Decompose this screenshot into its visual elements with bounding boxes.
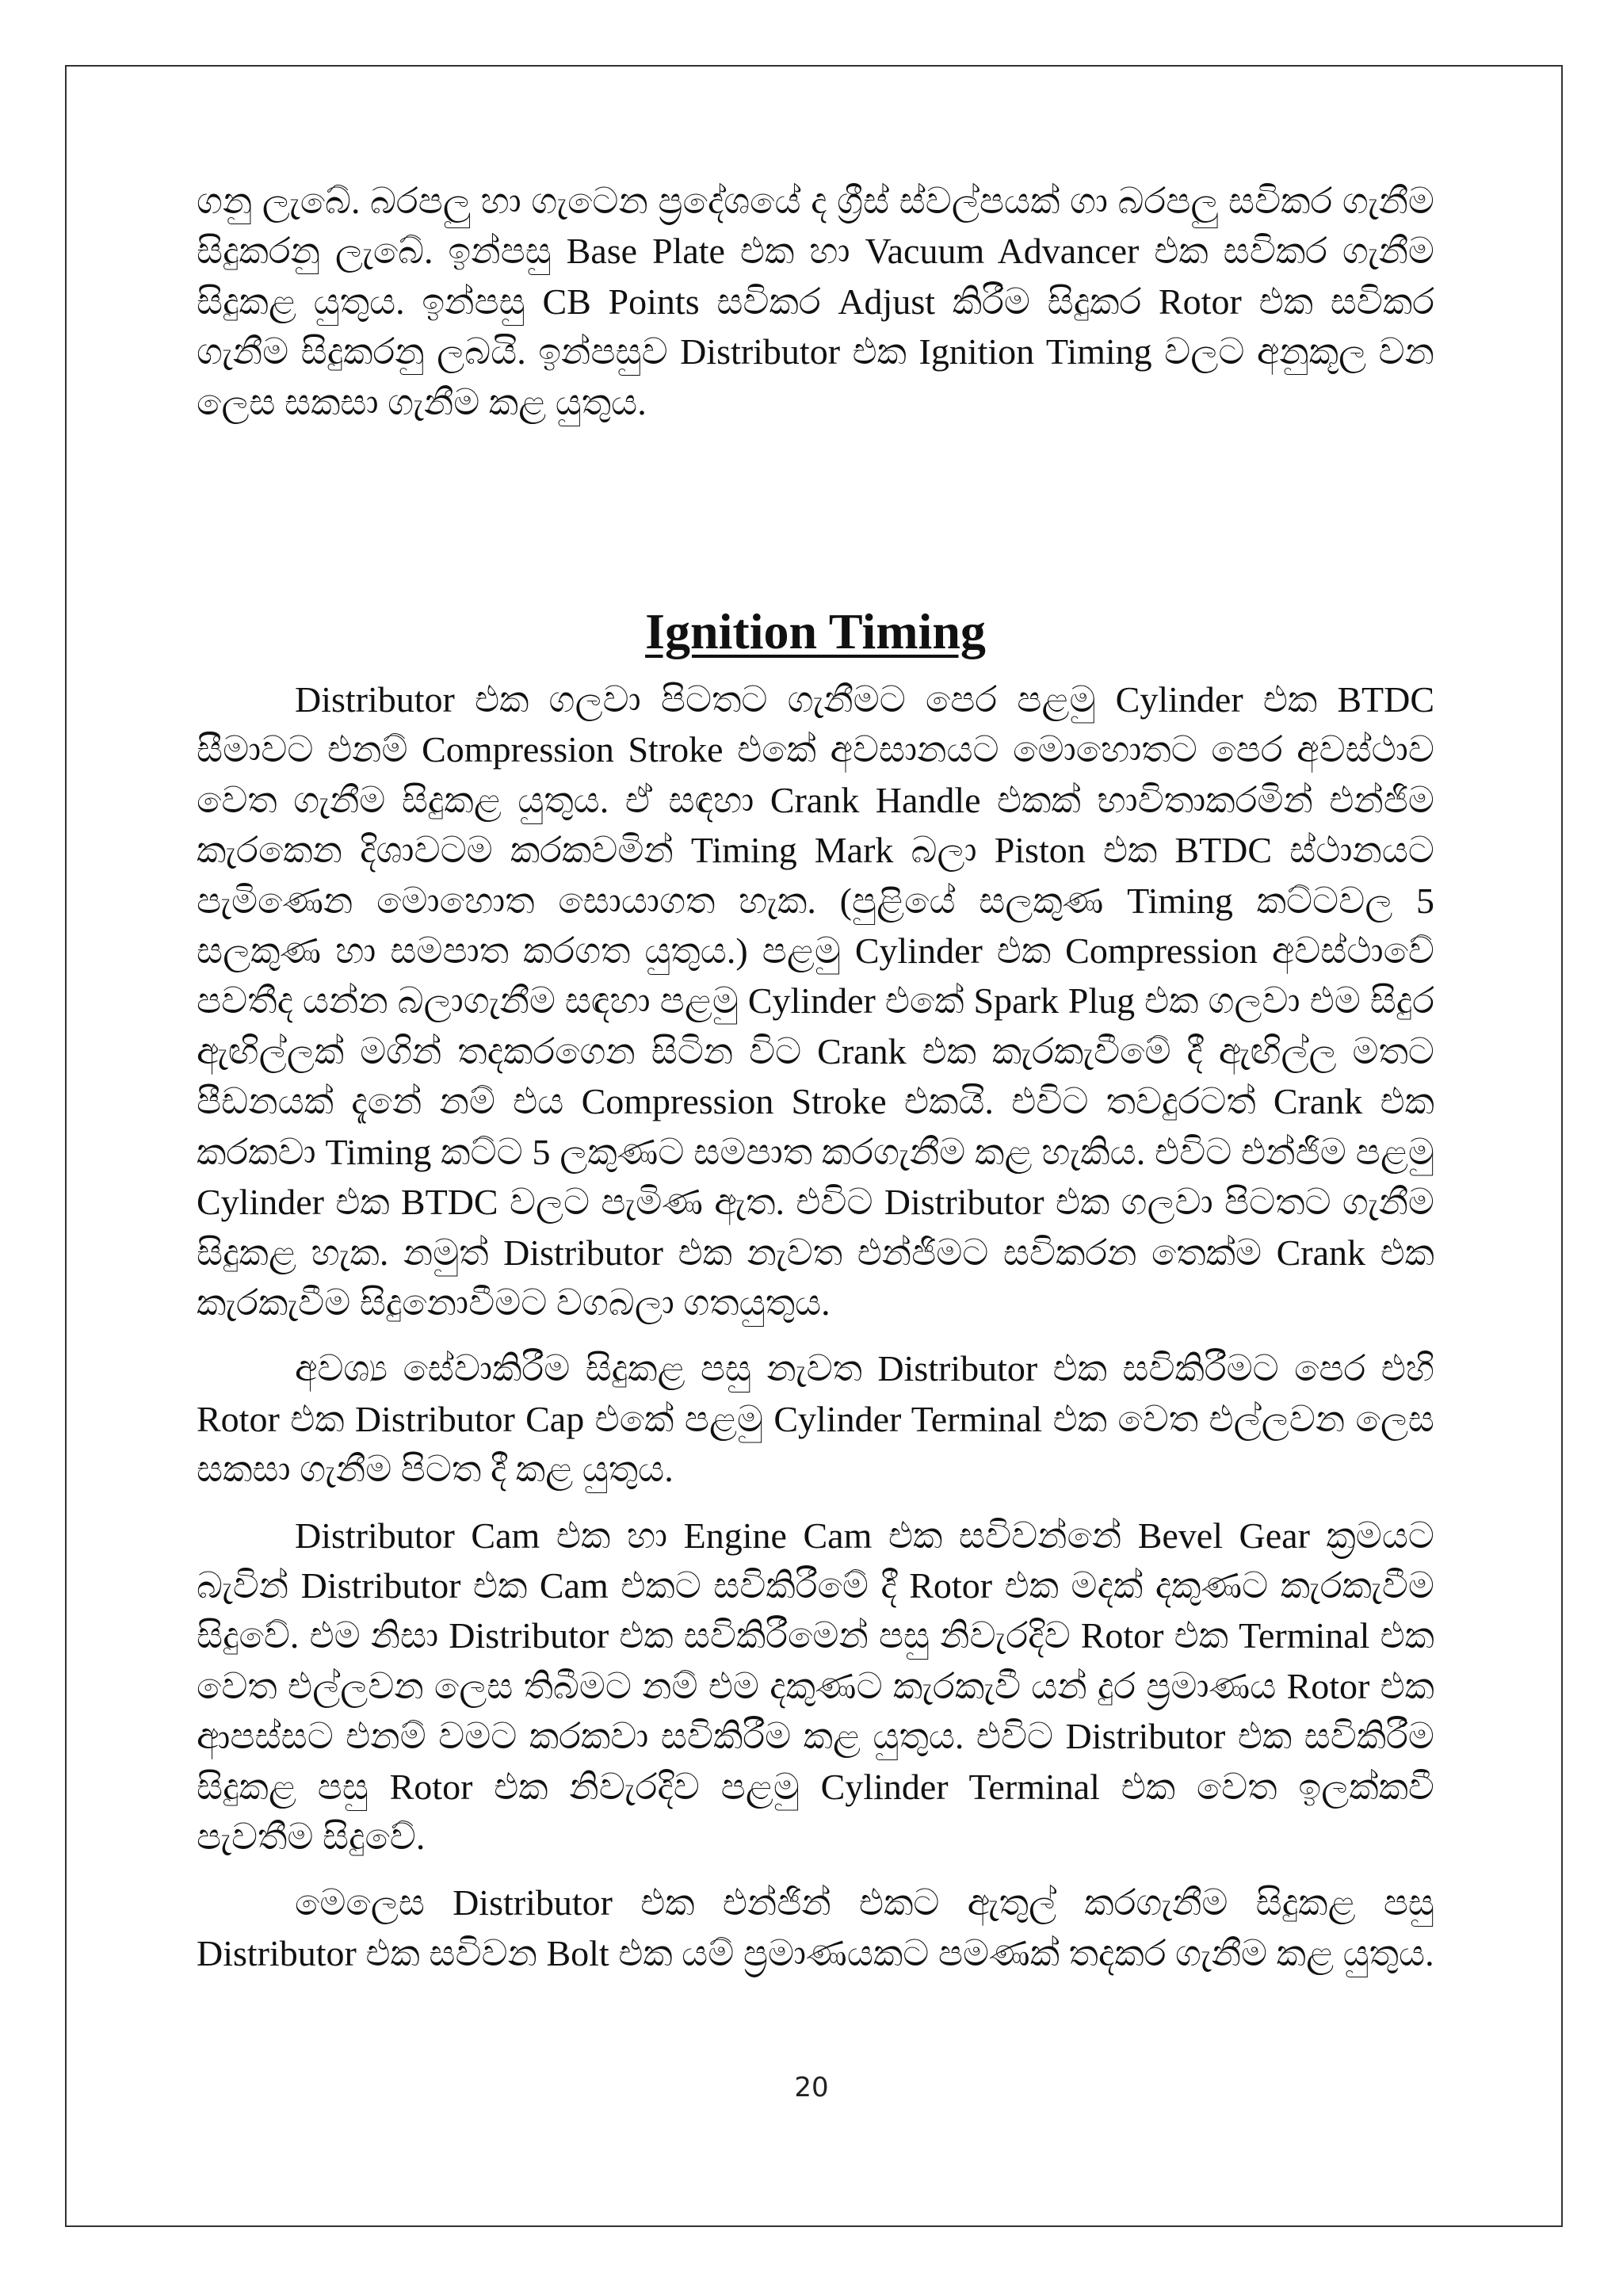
heading-spacer (197, 663, 1434, 674)
body-paragraph-1: Distributor එක ගලවා පිටතට ගැනීමට පෙර පළමු Cylinder එක BTDC සීමාවට එනම් Compression Stroke එකේ අවසානයට මොහොතට පෙර අවස්ථාව වෙත ගැනීම සිදුකළ යුතුය. ඒ සඳහා Crank Handle එකක් භාවිතාකරමින් එන්ජිම කැරකෙන දිශාවටම කරකවමින් Timing Mark බලා Piston එක BTDC ස්ථානයට පැමිණෙන මොහොත සොයාගත හැක. (පුළියේ සලකුණ Timing කට්ටවල 5 සලකුණ හා සමපාත කරගත යුතුය.) පළමු Cylinder එක Compression අවස්ථාවේ පවතීද යන්න බලාගැනීම සඳහා පළමු Cylinder එකේ Spark Plug එක ගලවා එම සිදුර ඇඟිල්ලක් මගින් තදකරගෙන සිටින විට Crank එක කැරකැවීමේ දී ඇඟිල්ල මතට පීඩනයක් දැනේ නම් එය Compression Stroke එකයි. එවිට තවදුරටත් Crank එක කරකවා Timing කට්ට 5 ලකුණට සමපාත කරගැනීම කළ හැකිය. එවිට එන්ජිම පළමු Cylinder එක BTDC වලට පැමිණ ඇත. එවිට Distributor එක ගලවා පිටතට ගැනීම සිදුකළ හැක. නමුත් Distributor එක නැවත එන්ජිමට සවිකරන තෙක්ම Crank එක කැරකැවීම සිදුනොවීමට වගබලා ගතයුතුය. (197, 679, 1434, 1323)
paragraph-gap (197, 1495, 1434, 1511)
page-number: 20 (794, 2072, 829, 2103)
page-content (197, 176, 1434, 1978)
body-paragraph-4: මෙලෙස Distributor එක එන්ජින් එකට ඇතුල් කරගැනීම සිදුකළ පසු Distributor එක සවිවන Bolt එක යම් ප්‍රමාණයකට පමණක් තදකර ගැනීම කළ යුතුය. (197, 1882, 1434, 1973)
body-paragraph-2: අවශ්‍ය සේවාකිරීම සිදුකළ පසු නැවත Distributor එක සවිකිරීමට පෙර එහි Rotor එක Distributor Cap එකේ පළමු Cylinder Terminal එක වෙත එල්ලවන ලෙස සකසා ගැනීම පිටත දී කළ යුතුය. (197, 1348, 1434, 1490)
section-spacer (197, 427, 1434, 600)
paragraph-gap (197, 1862, 1434, 1878)
paragraph-gap (197, 1328, 1434, 1343)
body-paragraph-3: Distributor Cam එක හා Engine Cam එක සවිවන්නේ Bevel Gear ක්‍රමයට බැවින් Distributor එක Cam එකට සවිකිරීමේ දී Rotor එක මදක් දකුණට කැරකැවීම සිදුවේ. එම නිසා Distributor එක සවිකිරීමෙන් පසු නිවැරදිව Rotor එක Terminal එක වෙත එල්ලවන ලෙස තිබීමට නම් එම දකුණට කැරකැවී යන් දුර ප්‍රමාණය Rotor එක ආපස්සට එනම් වමට කරකවා සවිකිරීම කළ යුතුය. එවිට Distributor එක සවිකිරීම සිදුකළ පසු Rotor එක නිවැරදිව පළමු Cylinder Terminal එක වෙත ඉලක්කවී පැවතීම සිදුවේ. (197, 1515, 1434, 1857)
section-title: Ignition Timing (645, 603, 986, 660)
intro-paragraph: ගනු ලැබේ. බරපලු හා ගැටෙන ප්‍රදේශයේ ද ග්‍රීස් ස්වල්පයක් ගා බරපලු සවිකර ගැනීම සිදුකරනු ලැබේ. ඉන්පසු Base Plate එක හා Vacuum Advancer එක සවිකර ගැනීම සිදුකළ යුතුය. ඉන්පසු CB Points සවිකර Adjust කිරීම සිදුකර Rotor එක සවිකර ගැනීම සිදුකරනු ලබයි. ඉන්පසුව Distributor එක Ignition Timing වලට අනුකූල වන ලෙස සකසා ගැනීම කළ යුතුය. (197, 181, 1434, 422)
